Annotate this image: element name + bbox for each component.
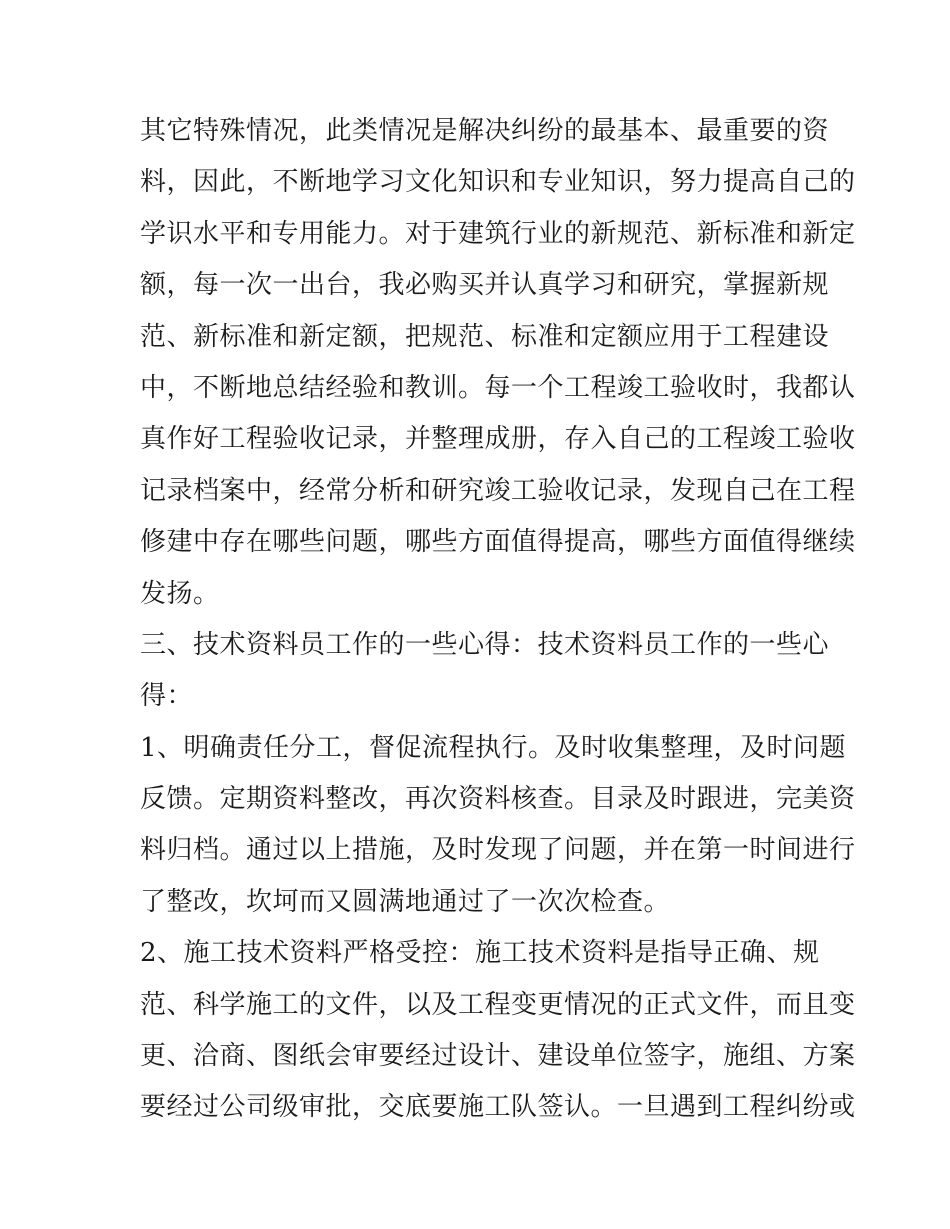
list-item-2: 2、施工技术资料严格受控：施工技术资料是指导正确、规 (140, 938, 820, 969)
text-line: 得： (140, 681, 194, 712)
text-line: 发扬。 (140, 578, 220, 609)
text-line: 更、洽商、图纸会审要经过设计、建设单位签字，施组、方案 (140, 1041, 856, 1072)
text-line: 料，因此，不断地学习文化知识和专业知识，努力提高自己的 (140, 167, 856, 198)
text-line: 其它特殊情况，此类情况是解决纠纷的最基本、最重要的资 (140, 116, 830, 146)
text-line: 中，不断地总结经验和教训。每一个工程竣工验收时，我都认 (140, 372, 856, 403)
text-line: 要经过公司级审批，交底要施工队签认。一旦遇到工程纠纷或 (140, 1092, 856, 1123)
text-line: 额，每一次一出台，我必购买并认真学习和研究，掌握新规 (140, 270, 830, 301)
text-line: 反馈。定期资料整改，再次资料核查。目录及时跟进，完美资 (140, 784, 856, 815)
body-text (140, 106, 856, 1134)
text-line: 了整改，坎坷而又圆满地通过了一次次检查。 (140, 886, 671, 917)
text-line: 料归档。通过以上措施，及时发现了问题，并在第一时间进行 (140, 835, 856, 866)
section-heading: 三、技术资料员工作的一些心得：技术资料员工作的一些心 (140, 629, 830, 660)
text-line: 修建中存在哪些问题，哪些方面值得提高，哪些方面值得继续 (140, 527, 856, 558)
text-line: 范、新标准和新定额，把规范、标准和定额应用于工程建设 (140, 321, 830, 352)
text-line: 真作好工程验收记录，并整理成册，存入自己的工程竣工验收 (140, 424, 856, 455)
text-line: 学识水平和专用能力。对于建筑行业的新规范、新标准和新定 (140, 218, 856, 249)
text-line: 范、科学施工的文件，以及工程变更情况的正式文件，而且变 (140, 989, 856, 1020)
list-item-1: 1、明确责任分工，督促流程执行。及时收集整理，及时问题 (140, 732, 847, 763)
text-line: 记录档案中，经常分析和研究竣工验收记录，发现自己在工程 (140, 475, 856, 506)
